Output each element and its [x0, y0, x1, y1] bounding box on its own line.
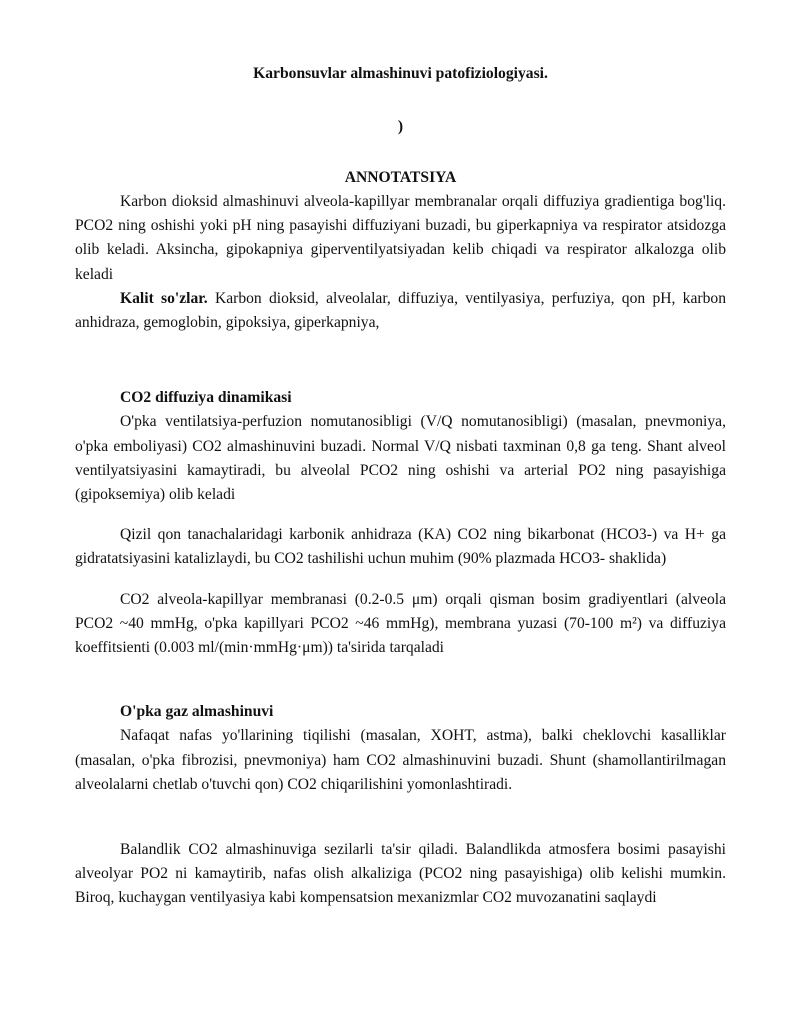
keywords-label: Kalit so'zlar.: [120, 289, 208, 307]
section2-paragraph-1: Nafaqat nafas yo'llarining tiqilishi (masalan, XOHT, astma), balki cheklovchi kasalliklar (masalan, o'pka fibrozisi, pnevmoniya) ham CO2 almashinuvini buzadi. Shunt (shamollantirilmagan alveolalarni chetlab o'tuvchi qon) CO2 chiqarilishini yomonlashtiradi.: [75, 727, 726, 793]
annotation-paragraph: Karbon dioksid almashinuvi alveola-kapillyar membranalar orqali diffuziya gradientiga bog'liq. PCO2 ning oshishi yoki pH ning pasayishi diffuziyani buzadi, bu giperkapniya va respirator atsidozga olib keladi. Aksincha, gipokapniya giperventilyatsiyadan kelib chiqadi va respirator alkalozga olib keladi: [75, 193, 726, 283]
section-heading-lung-gas-exchange: O'pka gaz almashinuvi: [120, 703, 274, 721]
spacer: [75, 507, 726, 523]
section1-paragraph-3: CO2 alveola-kapillyar membranasi (0.2-0.5 μm) orqali qisman bosim gradiyentlari (alveola PCO2 ~40 mmHg, o'pka kapillyari PCO2 ~46 mmHg), membrana yuzasi (70-100 m²) va diffuziya koeffitsienti (0.003 ml/(min·mmHg·μm)) ta'sirida tarqaladi: [75, 590, 726, 657]
document-title: Karbonsuvlar almashinuvi patofiziologiyasi.: [253, 65, 548, 82]
section1-paragraph-1: O'pka ventilatsiya-perfuzion nomutanosibligi (V/Q nomutanosibligi) (masalan, pnevmoniya, o'pka emboliyasi) CO2 almashinuvini buzadi. Normal V/Q nisbati taxminan 0,8 ga teng. Shant alveol ventilyatsiyasini kamaytiradi, bu alveolal PCO2 ning oshishi va arterial PO2 ning pasayishiga (gipoksemiya) olib keladi: [75, 413, 726, 504]
spacer: [75, 660, 726, 700]
section-heading-co2-diffusion: CO2 diffuziya dinamikasi: [120, 389, 292, 407]
spacer: [75, 797, 726, 838]
document-page: [75, 62, 726, 911]
section1-paragraph-2: Qizil qon tanachalaridagi karbonik anhidraza (KA) CO2 ning bikarbonat (HCO3-) va H+ ga gidratatsiyasini katalizlaydi, bu CO2 tashilishi uchun muhim (90% plazmada HCO3- shaklida): [75, 526, 726, 568]
keywords-paragraph: [75, 287, 726, 335]
keywords-text: Karbon dioksid, alveolalar, diffuziya, ventilyasiya, perfuziya, qon pH, karbon anhidraza, gemoglobin, gipoksiya, giperkapniya,: [75, 289, 726, 332]
author-placeholder: ): [397, 118, 404, 135]
spacer: [75, 335, 726, 386]
spacer: [75, 572, 726, 588]
section2-paragraph-2: Balandlik CO2 almashinuviga sezilarli ta'sir qiladi. Balandlikda atmosfera bosimi pasayishi alveolyar PO2 ni kamaytirib, nafas olish alkaliziga (PCO2 ning pasayishiga) olib kelishi mumkin. Biroq, kuchaygan ventilyasiya kabi kompensatsion mexanizmlar CO2 muvozanatini saqlaydi: [75, 841, 726, 907]
annotation-heading: ANNOTATSIYA: [344, 169, 457, 186]
